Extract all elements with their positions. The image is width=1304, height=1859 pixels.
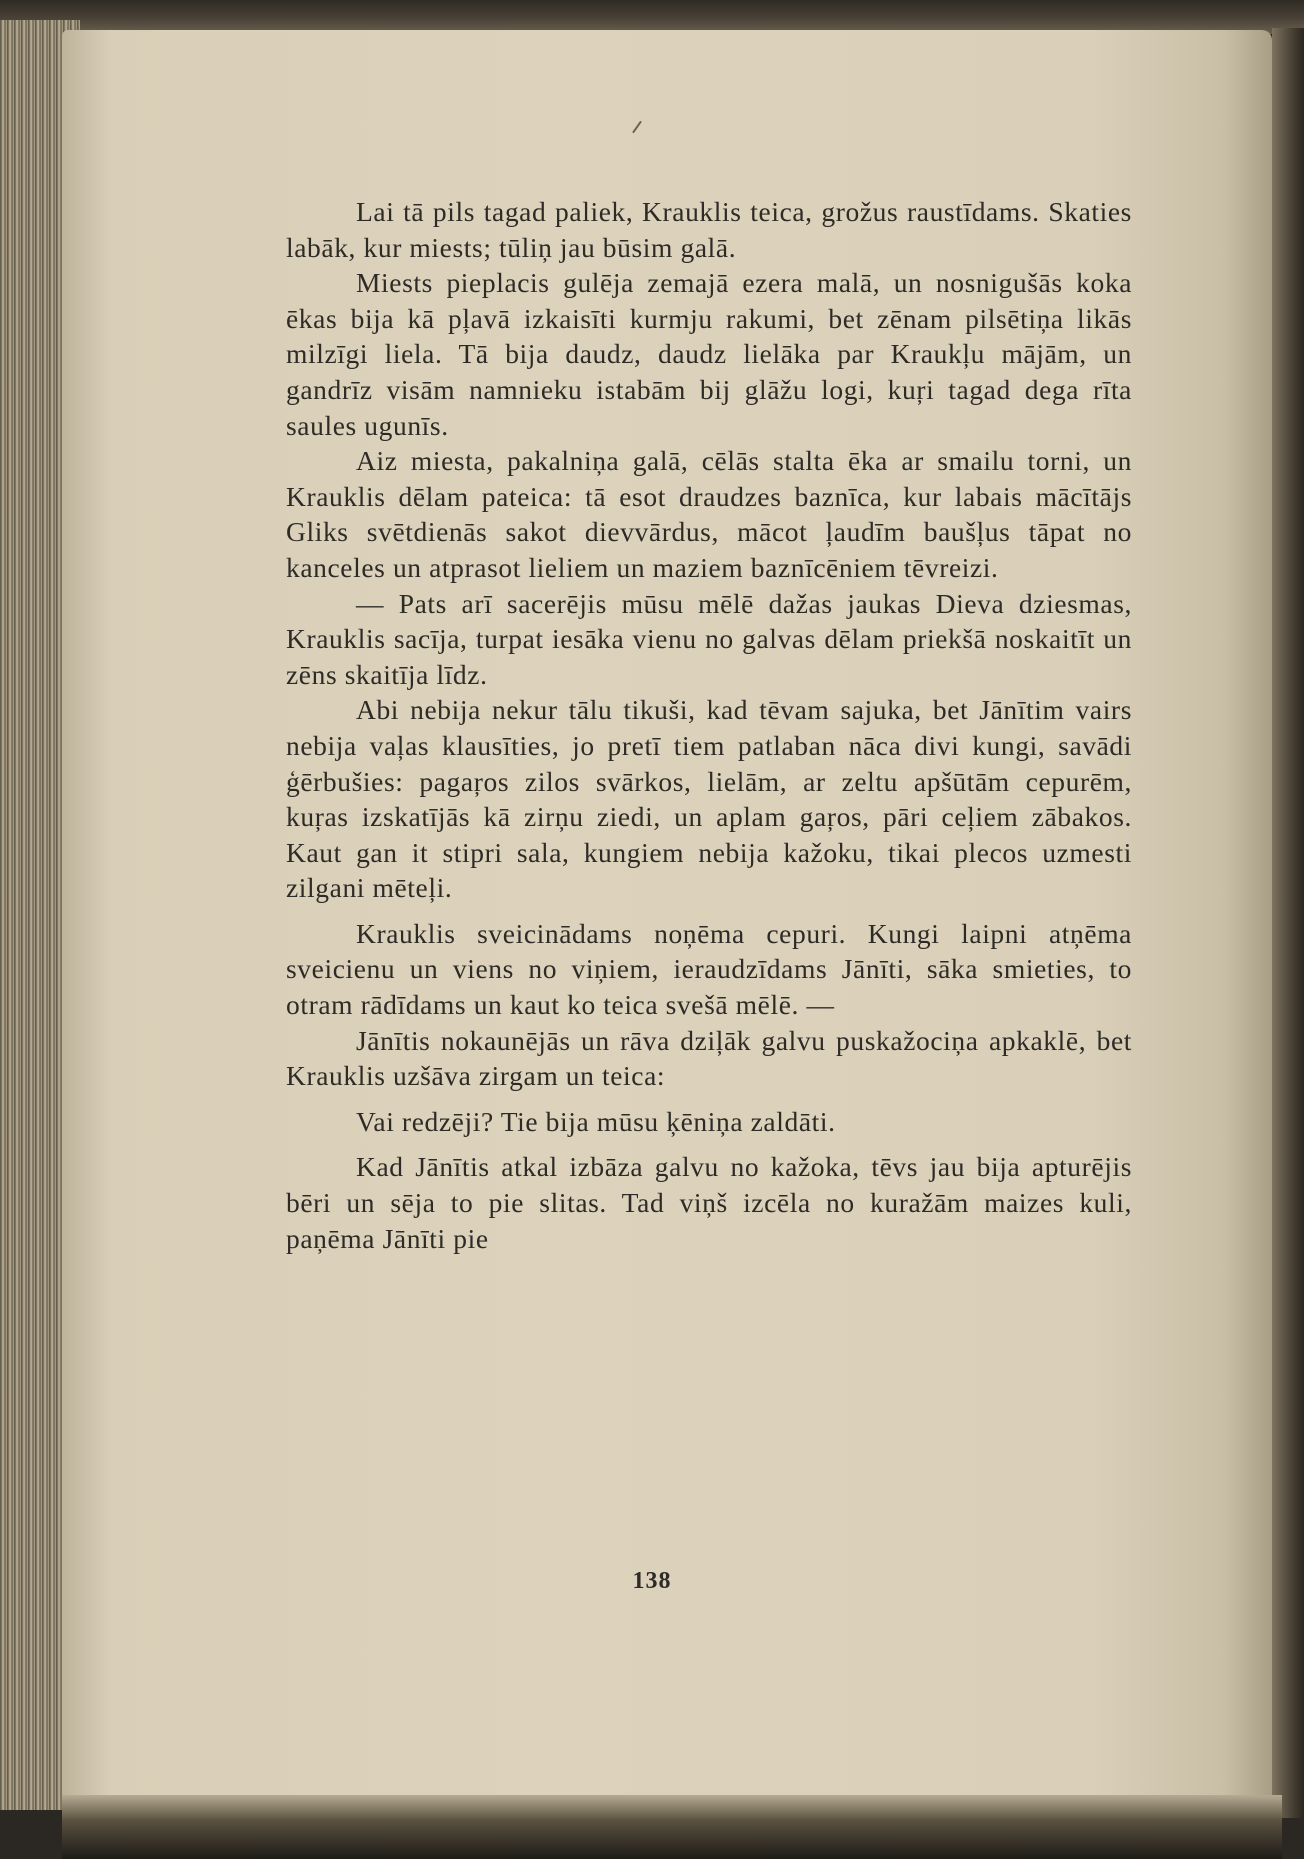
paragraph: Aiz miesta, pakalniņa galā, cēlās stalta ēka ar smailu torni, un Krauklis dēlam pateica: tā esot draudzes baznīca, kur labais mācītājs Gliks svētdienās sakot dievvārdus, mācot ļaudīm baušļus tāpat no kanceles un atprasot lieliem un maziem baznīcēniem tēvreizi. xyxy=(286,445,1132,583)
paragraph: Jānītis nokaunējās un rāva dziļāk galvu puskažociņa apkaklē, bet Krauklis uzšāva zirgam un teica: xyxy=(286,1024,1132,1092)
body-text xyxy=(286,194,1132,1256)
paragraph: — Pats arī sacerējis mūsu mēlē dažas jaukas Dieva dziesmas, Krauklis sacīja, turpat iesāka vienu no galvas dēlam priekšā noskaitīt un zēns skaitīja līdz. xyxy=(286,587,1132,690)
page-number: 138 xyxy=(632,1568,672,1594)
right-gutter-shadow xyxy=(1272,28,1304,1818)
top-book-edge xyxy=(0,0,1304,34)
paragraph: Krauklis sveicinādams noņēma cepuri. Kungi laipni atņēma sveicienu un viens no viņiem, ieraudzīdams Jānīti, sāka smieties, to otram rādīdams un kaut ko teica svešā mēlē. — xyxy=(286,917,1132,1021)
paragraph: Miests pieplacis gulēja zemajā ezera malā, un nosnigušās koka ēkas bija kā pļavā izkaisīti kurmju rakumi, bet zēnam pilsētiņa likās milzīgi liela. Tā bija daudz, daudz lielāka par Kraukļu mājām, un gandrīz visām namnieku istabām bij glāžu logi, kuŗi tagad dega rīta saules ugunīs. xyxy=(286,267,1132,441)
paragraph: Vai redzēji? Tie bija mūsu ķēniņa zaldāti. xyxy=(356,1105,836,1137)
paragraph: Kad Jānītis atkal izbāza galvu no kažoka, tēvs jau bija apturējis bēri un sēja to pie slitas. Tad viņš izcēla no kuražām maizes kuli, paņēma Jānīti pie xyxy=(286,1151,1132,1254)
paragraph: Lai tā pils tagad paliek, Krauklis teica, grožus raustīdams. Skaties labāk, kur miests; tūliņ jau būsim galā. xyxy=(286,196,1132,263)
paragraph: Abi nebija nekur tālu tikuši, kad tēvam sajuka, bet Jānītim vairs nebija vaļas klausīties, jo pretī tiem patlaban nāca divi kungi, savādi ģērbušies: pagaŗos zilos svārkos, lielām, ar zeltu apšūtām cepurēm, kuŗas izskatījās kā zirņu ziedi, un aplam gaŗos, pāri ceļiem zābakos. Kaut gan it stipri sala, kungiem nebija kažoku, tikai plecos uzmesti zilgani mēteļi. xyxy=(286,694,1132,904)
bottom-book-edge xyxy=(62,1795,1282,1859)
